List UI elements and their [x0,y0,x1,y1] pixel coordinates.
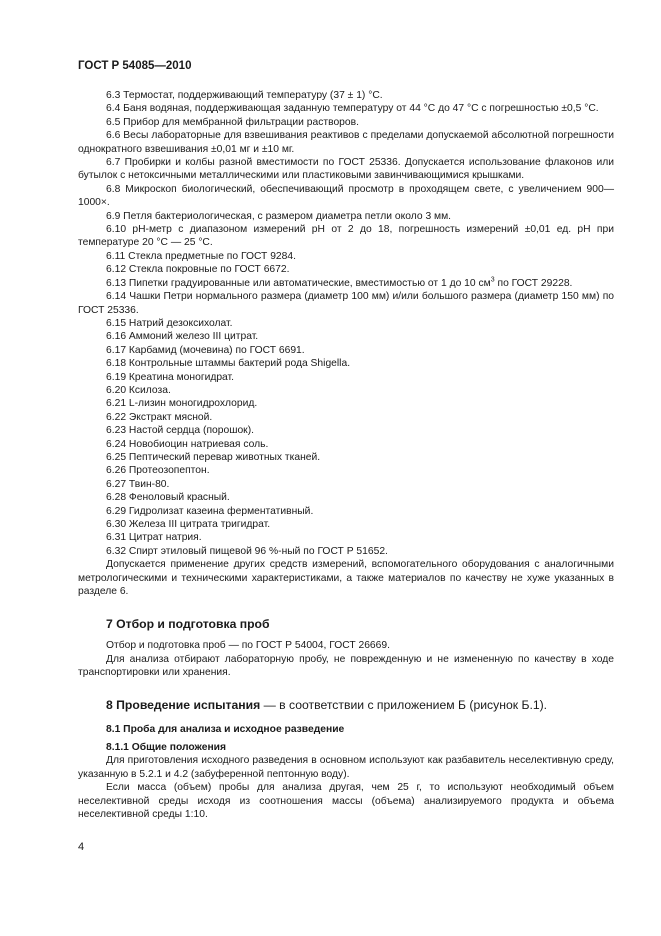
list-item: 6.14 Чашки Петри нормального размера (диаметр 100 мм) и/или большого размера (диаметр 150 мм) по ГОСТ 25336. [78,291,614,316]
paragraph: Для анализа отбирают лабораторную пробу, не поврежденную и не измененную по качеству в ходе транспортировки или хранения. [78,653,614,679]
list-item: 6.29 Гидролизат казеина ферментативный. [106,505,314,517]
list-item: 6.12 Стекла покровные по ГОСТ 6672. [106,264,290,276]
paragraph: Допускается применение других средств измерений, вспомогательного оборудования с аналогичными метрологическими и техническими характеристиками, а также материалов по качеству не хуже указанных в разделе 6. [78,559,614,598]
list-item: 6.23 Настой сердца (порошок). [106,425,254,437]
item-613-text: 6.13 Пипетки градуированные или автоматические, вместимостью от 1 до 10 см [106,277,491,289]
section-8-title [78,698,614,713]
subsection-8-1-1-title: 8.1.1 Общие положения [106,742,226,754]
list-item: 6.6 Весы лабораторные для взвешивания реактивов с пределами допускаемой абсолютной погрешности однократного взвешивания ±0,01 мг и ±10 мг. [78,130,614,155]
paragraph: Для приготовления исходного разведения в основном используют как разбавитель неселективную среду, указанную в 5.2.1 и 4.2 (забуференной пептонную воду). [78,755,614,780]
list-item: 6.27 Твин-80. [106,478,170,490]
list-item: 6.4 Баня водяная, поддерживающая заданную температуру от 44 °С до 47 °С с погрешностью ±0,5 °С. [106,103,599,115]
list-item: 6.24 Новобиоцин натриевая соль. [106,438,269,450]
list-item: 6.17 Карбамид (мочевина) по ГОСТ 6691. [106,344,305,356]
section-8-title-bold: 8 Проведение испытания [106,697,261,712]
list-item: 6.30 Железа III цитрата тригидрат. [106,519,271,530]
superscript: 3 [490,276,495,284]
section-8-title-rest: — в соответствии с приложением Б (рисунок Б.1). [260,697,548,712]
paragraph: Если масса (объем) пробы для анализа другая, чем 25 г, то используют необходимый объем неселективной среды исходя из соотношения массы (объема) анализируемого продукта и объема неселективной среды 1:10. [78,782,614,821]
list-item: 6.10 pH-метр с диапазоном измерений pH от 2 до 18, погрешность измерений ±0,01 ед. pH при температуре 20 °С — 25 °С. [78,224,614,249]
page-number: 4 [78,841,85,853]
list-item: 6.21 L-лизин моногидрохлорид. [106,398,258,410]
paragraph: Отбор и подготовка проб — по ГОСТ Р 54004, ГОСТ 26669. [106,640,390,652]
list-item: 6.28 Феноловый красный. [106,492,230,504]
list-item: 6.11 Стекла предметные по ГОСТ 9284. [106,250,296,262]
list-item: 6.3 Термостат, поддерживающий температуру (37 ± 1) °С. [106,90,383,101]
list-item: 6.31 Цитрат натрия. [106,532,202,544]
list-item: 6.22 Экстракт мясной. [106,411,213,423]
list-item: 6.9 Петля бактериологическая, с размером диаметра петли около 3 мм. [106,210,452,222]
list-item: 6.32 Спирт этиловый пищевой 96 %-ный по ГОСТ Р 51652. [106,545,388,557]
list-item: 6.18 Контрольные штаммы бактерий рода Shigella. [106,358,351,370]
document-body [78,89,614,822]
list-item: 6.15 Натрий дезоксихолат. [106,317,233,329]
item-613-text-end: по ГОСТ 29228. [494,277,573,289]
list-item: 6.19 Креатина моногидрат. [106,371,234,383]
section-7-title: 7 Отбор и подготовка проб [106,617,270,632]
list-item: 6.25 Пептический перевар животных тканей. [106,451,321,463]
document-code: ГОСТ Р 54085—2010 [78,60,192,72]
list-item: 6.7 Пробирки и колбы разной вместимости по ГОСТ 25336. Допускается использование флаконов или бутылок с нетоксичными металлическими или пластиковыми завинчивающимися крышками. [78,157,614,182]
list-item: 6.26 Протеозопептон. [106,465,210,477]
list-item: 6.8 Микроскоп биологический, обеспечивающий просмотр в проходящем свете, с увеличением 900—1000×. [78,183,614,209]
subsection-8-1-title: 8.1 Проба для анализа и исходное разведение [106,723,345,735]
list-item: 6.5 Прибор для мембранной фильтрации растворов. [106,116,359,128]
list-item: 6.16 Аммоний железо III цитрат. [106,331,259,343]
list-item: 6.20 Ксилоза. [106,384,171,396]
list-item [78,277,614,290]
